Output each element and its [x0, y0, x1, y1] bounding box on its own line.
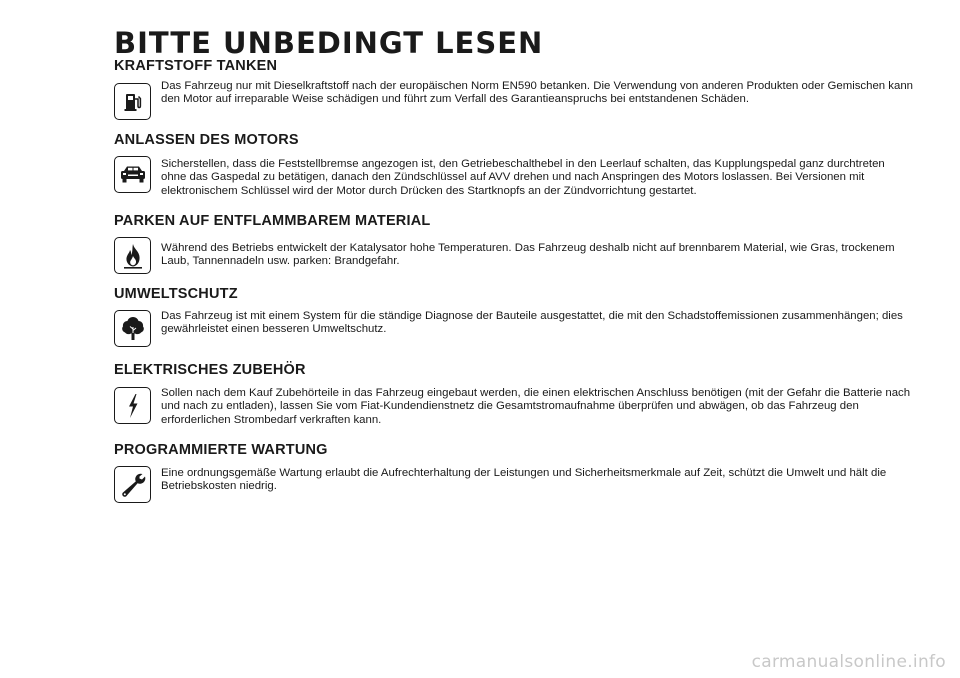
section-text-anlassen-des-motors: Sicherstellen, dass die Feststellbremse angezogen ist, den Getriebeschalthebel in den Leerlauf schalten, das Kupplungspedal ganz durchtreten ohne das Gaspedal zu betätigen, danach den Zündschlüssel auf AVV drehen und nach Anspringen des Motors loslassen. Bei Versionen mit elektronischem Schlüssel wird der Motor durch Drücken des Startknopfs an der Zündvorrichtung gestartet.: [161, 158, 885, 197]
section-text-programmierte-wartung: Eine ordnungsgemäße Wartung erlaubt die Aufrechterhaltung der Leistungen und Sicherheitsmerkmale auf Zeit, schützt die Umwelt und hält die Betriebskosten niedrig.: [161, 467, 887, 493]
watermark: carmanualsonline.info: [751, 652, 946, 672]
section-heading-programmierte-wartung: PROGRAMMIERTE WARTUNG: [114, 442, 328, 458]
section-heading-parken-auf-entflammbarem-material: PARKEN AUF ENTFLAMMBAREM MATERIAL: [114, 213, 431, 229]
section-heading-anlassen-des-motors: ANLASSEN DES MOTORS: [114, 132, 299, 148]
section-heading-kraftstoff-tanken: KRAFTSTOFF TANKEN: [114, 58, 278, 74]
section-text-umweltschutz: Das Fahrzeug ist mit einem System für die ständige Diagnose der Bauteile ausgestattet, die mit den Schadstoffemissionen zusammenhängen; dies gewährleistet einen besseren Umweltschutz.: [161, 310, 903, 336]
section-text-elektrisches-zubehoer: Sollen nach dem Kauf Zubehörteile in das Fahrzeug eingebaut werden, die einen elektrischen Anschluss benötigen (mit der Gefahr die Batterie nach und nach zu entladen), lassen Sie vom Fiat-Kundendienstnetz die Gesamtstromaufnahme überprüfen und abwägen, ob das Fahrzeug den erforderlichen Strombedarf verkraften kann.: [161, 387, 911, 426]
fuel-pump-icon: [114, 83, 151, 120]
section-text-kraftstoff-tanken: Das Fahrzeug nur mit Dieselkraftstoff nach der europäischen Norm EN590 betanken. Die Verwendung von anderen Produkten oder Gemischen kann den Motor auf irreparable Weise schädigen und führt zum Verfall des Garantieanspruchs bei entstandenen Schäden.: [161, 80, 913, 106]
lightning-icon: [114, 387, 151, 424]
wrench-icon: [114, 466, 151, 503]
section-heading-elektrisches-zubehoer: ELEKTRISCHES ZUBEHÖR: [114, 362, 306, 378]
page-title: BITTE UNBEDINGT LESEN: [114, 26, 544, 60]
tree-icon: [114, 310, 151, 347]
car-icon: [114, 156, 151, 193]
section-heading-umweltschutz: UMWELTSCHUTZ: [114, 286, 238, 302]
section-text-parken-auf-entflammbarem-material: Während des Betriebs entwickelt der Katalysator hohe Temperaturen. Das Fahrzeug deshalb nicht auf brennbarem Material, wie Gras, trockenem Laub, Tannennadeln usw. parken: Brandgefahr.: [161, 242, 895, 268]
flame-icon: [114, 237, 151, 274]
